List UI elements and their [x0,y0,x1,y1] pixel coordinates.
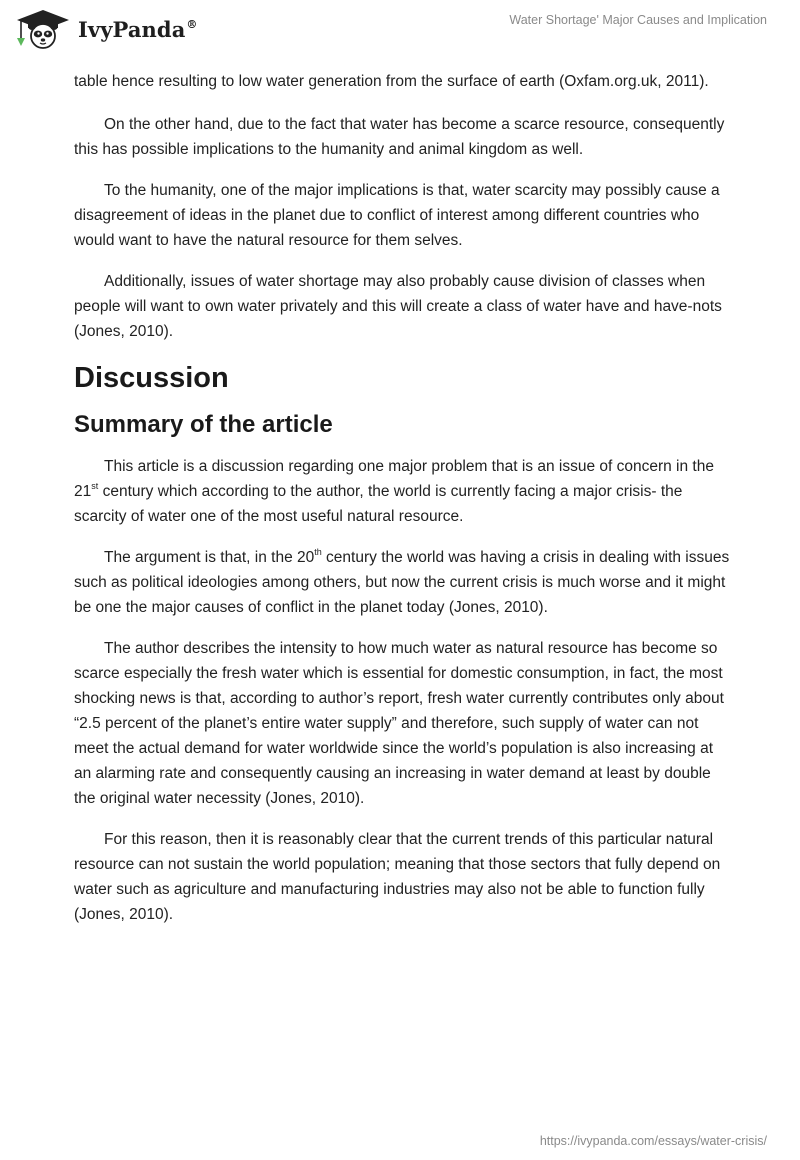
text-segment: century which according to the author, the world is currently facing a major crisis- the scarcity of water one of the most useful natural resource. [74,483,683,525]
paragraph: For this reason, then it is reasonably clear that the current trends of this particular natural resource can not sustain the world population; meaning that those sectors that fully depend on water such as agriculture and manufacturing industries may also not be able to function fully (Jones, 2010). [74,831,721,923]
text-segment: The argument is that, in the 20 [104,549,315,566]
paragraph: On the other hand, due to the fact that water has become a scarce resource, consequently this has possible implications to the humanity and animal kingdom as well. [74,116,725,158]
paragraph: Additionally, issues of water shortage may also probably cause division of classes when people will want to own water privately and this will create a class of water have and have-nots (Jones, 2010). [74,273,722,340]
essay-content [74,69,734,943]
ivypanda-logo[interactable] [14,8,198,50]
document-title: Water Shortage' Major Causes and Implication [509,13,767,27]
paragraph: table hence resulting to low water generation from the surface of earth (Oxfam.org.uk, 2011). [74,73,709,90]
text-segment: century the world was having a crisis in dealing with issues such as political ideologies among others, but now the current crisis is much worse and it might be one the major causes of conflict in the planet today (Jones, 2010). [74,549,730,616]
ordinal-suffix: st [91,481,99,491]
paragraph [74,454,734,529]
page-header [0,0,800,66]
section-heading-discussion: Discussion [74,362,229,394]
paragraph [74,545,734,620]
text-segment: This article is a discussion regarding one major problem that is an issue of concern in the 21 [74,458,714,500]
subsection-heading-summary: Summary of the article [74,411,333,438]
panda-logo-icon [14,8,72,50]
paragraph: To the humanity, one of the major implications is that, water scarcity may possibly cause a disagreement of ideas in the planet due to conflict of interest among different countries who would want to have the natural resource for them selves. [74,182,720,249]
source-url[interactable]: https://ivypanda.com/essays/water-crisis/ [539,1134,767,1148]
ordinal-suffix: th [314,547,322,557]
registered-mark: ® [186,17,198,31]
logo-text: IvyPanda® [78,16,198,42]
paragraph: The author describes the intensity to how much water as natural resource has become so scarce especially the fresh water which is essential for domestic consumption, in fact, the most shocking news is that, according to author’s report, fresh water currently contributes only about “2.5 percent of the planet’s entire water supply” and therefore, such supply of water can not meet the actual demand for water worldwide since the world’s population is also increasing at an alarming rate and consequently causing an increasing in water demand at least by double the original water necessity (Jones, 2010). [74,640,724,807]
